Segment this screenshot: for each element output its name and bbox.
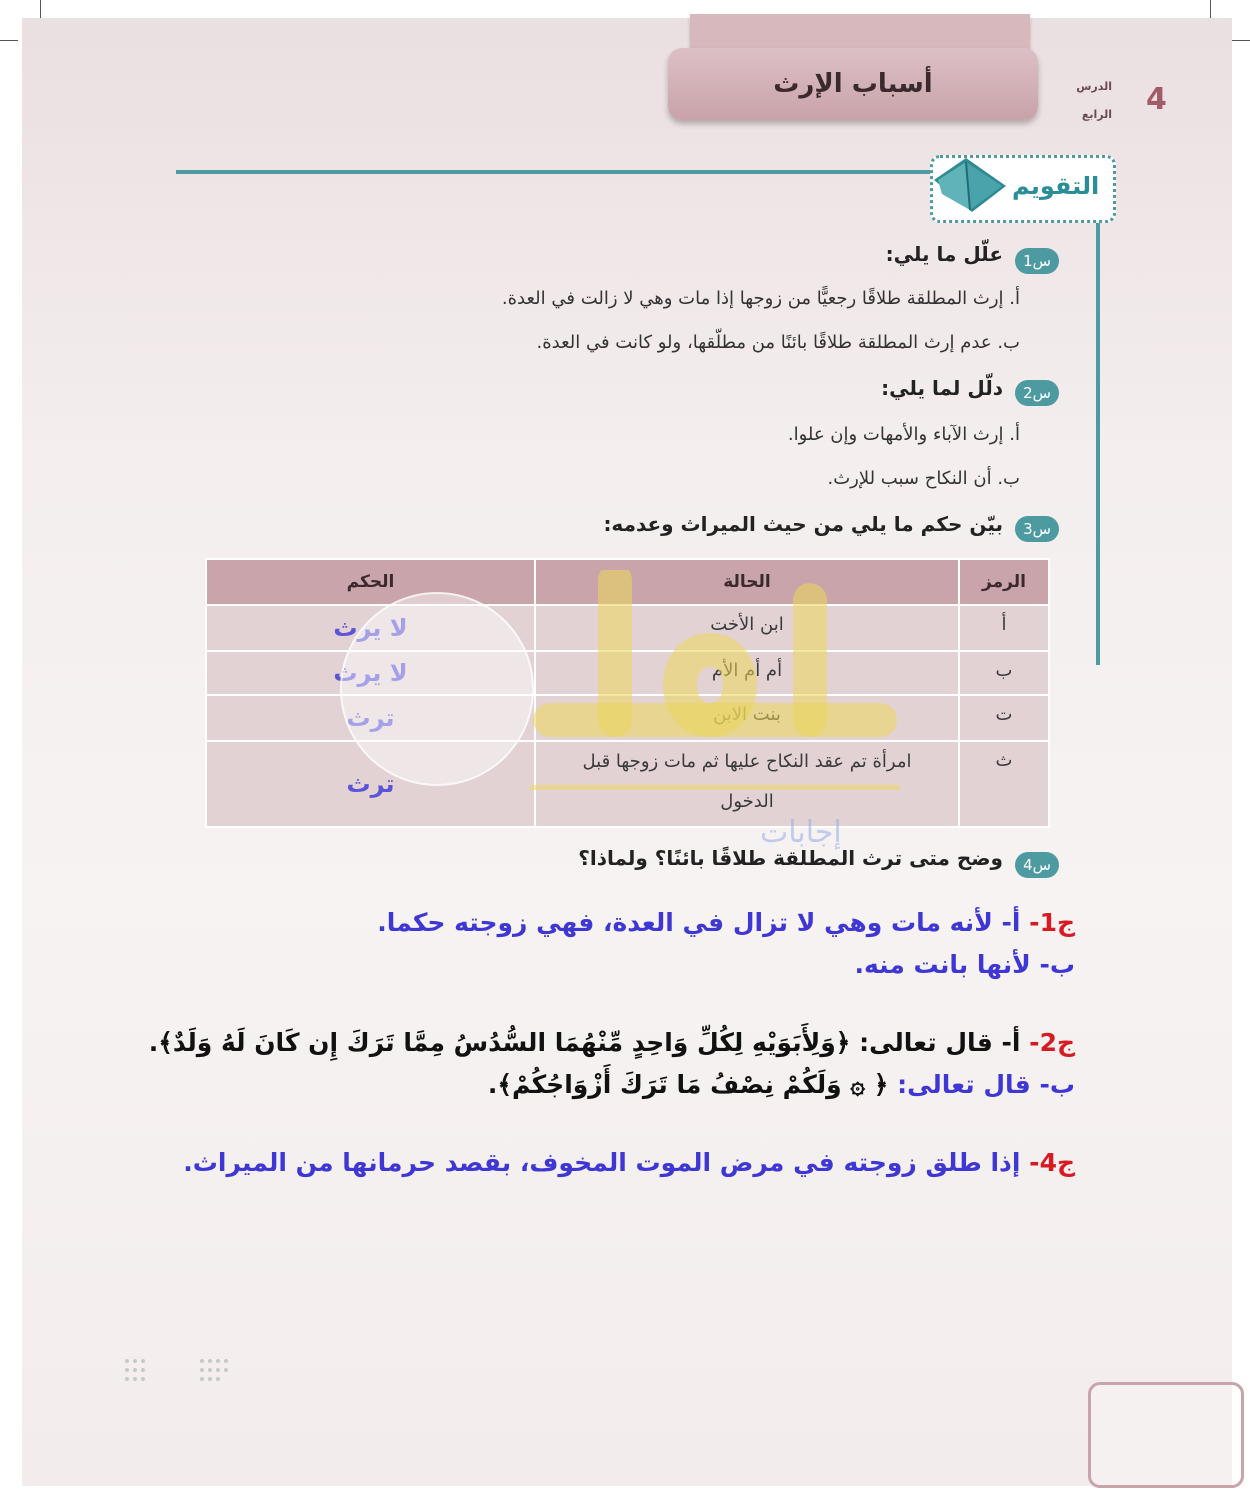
answer-1a (377, 908, 1075, 937)
lesson-word: الدرس (1076, 80, 1112, 93)
verse-text: ﴿ ۞ وَلَكُمْ نِصْفُ مَا تَرَكَ أَزْوَاجُكُمْ﴾. (487, 1070, 889, 1099)
row-verdict: لا يرث (206, 651, 535, 695)
question-badge: س4 (1015, 852, 1059, 878)
column-header: الحالة (535, 559, 959, 605)
row-verdict: ترث (206, 695, 535, 741)
answer-label: ج1- (1029, 908, 1075, 937)
question-item: ب. عدم إرث المطلقة طلاقًا بائنًا من مطلّقها، ولو كانت في العدة. (536, 332, 1020, 353)
row-case: أم أم الأم (535, 651, 959, 695)
section-side-rule (1096, 215, 1100, 665)
lesson-title: أسباب الإرث (773, 69, 933, 99)
answer-2b (488, 1070, 1075, 1099)
watermark-logo (520, 570, 910, 810)
crop-mark (40, 0, 41, 18)
section-label: التقويم (1012, 172, 1100, 200)
page-number-box (1088, 1382, 1244, 1488)
answer-4 (183, 1148, 1075, 1177)
lesson-ordinal: الرابع (1081, 108, 1112, 121)
question-badge: س2 (1015, 380, 1059, 406)
section-rule (176, 170, 936, 174)
answer-text: أ- قال تعالى: (850, 1028, 1030, 1057)
row-code: ب (959, 651, 1049, 695)
crop-mark (1210, 0, 1211, 18)
question-badge: س1 (1015, 248, 1059, 274)
column-header: الرمز (959, 559, 1049, 605)
row-case: ابن الأخت (535, 605, 959, 651)
question-title: دلّل لما يلي: (881, 376, 1003, 400)
row-code: ث (959, 741, 1049, 827)
column-header: الحكم (206, 559, 535, 605)
question-badge: س3 (1015, 516, 1059, 542)
row-case: امرأة تم عقد النكاح عليها ثم مات زوجها قبل الدخول (535, 741, 959, 827)
lesson-title-tab (668, 48, 1038, 120)
crop-mark (0, 40, 18, 41)
question-item: ب. أن النكاح سبب للإرث. (827, 468, 1020, 489)
answer-2a (149, 1028, 1075, 1057)
question-item: أ. إرث الآباء والأمهات وإن علوا. (787, 424, 1020, 445)
crop-mark (1232, 40, 1250, 41)
answer-label: ج4- (1029, 1148, 1075, 1177)
question-title: وضح متى ترث المطلقة طلاقًا بائنًا؟ ولماذا؟ (578, 846, 1003, 870)
watermark-circle (340, 592, 534, 786)
question-title: علّل ما يلي: (885, 242, 1003, 266)
answer-text: ب- قال تعالى: (888, 1070, 1075, 1099)
book-icon (928, 150, 1010, 220)
answer-text: أ- لأنه مات وهي لا تزال في العدة، فهي زوجته حكما. (377, 908, 1030, 937)
question-title: بيّن حكم ما يلي من حيث الميراث وعدمه: (603, 512, 1003, 536)
lesson-number: 4 (1146, 82, 1167, 117)
answer-text: ب- لأنها بانت منه. (854, 950, 1075, 979)
row-code: ت (959, 695, 1049, 741)
row-verdict: ترث (206, 741, 535, 827)
row-verdict: لا يرث (206, 605, 535, 651)
answer-text: إذا طلق زوجته في مرض الموت المخوف، بقصد حرمانها من الميراث. (183, 1148, 1030, 1177)
ministry-logo-icon (122, 1356, 232, 1396)
row-case: بنت الابن (535, 695, 959, 741)
answer-1b (855, 950, 1075, 979)
question-item: أ. إرث المطلقة طلاقًا رجعيًّا من زوجها إذا مات وهي لا زالت في العدة. (501, 288, 1020, 309)
row-code: أ (959, 605, 1049, 651)
answer-label: ج2- (1029, 1028, 1075, 1057)
verse-text: ﴿وَلِأَبَوَيْهِ لِكُلِّ وَاحِدٍ مِّنْهُمَا السُّدُسُ مِمَّا تَرَكَ إِن كَانَ لَهُ وَلَدٌ﴾. (148, 1028, 851, 1057)
watermark-text: إجابات (760, 815, 842, 850)
